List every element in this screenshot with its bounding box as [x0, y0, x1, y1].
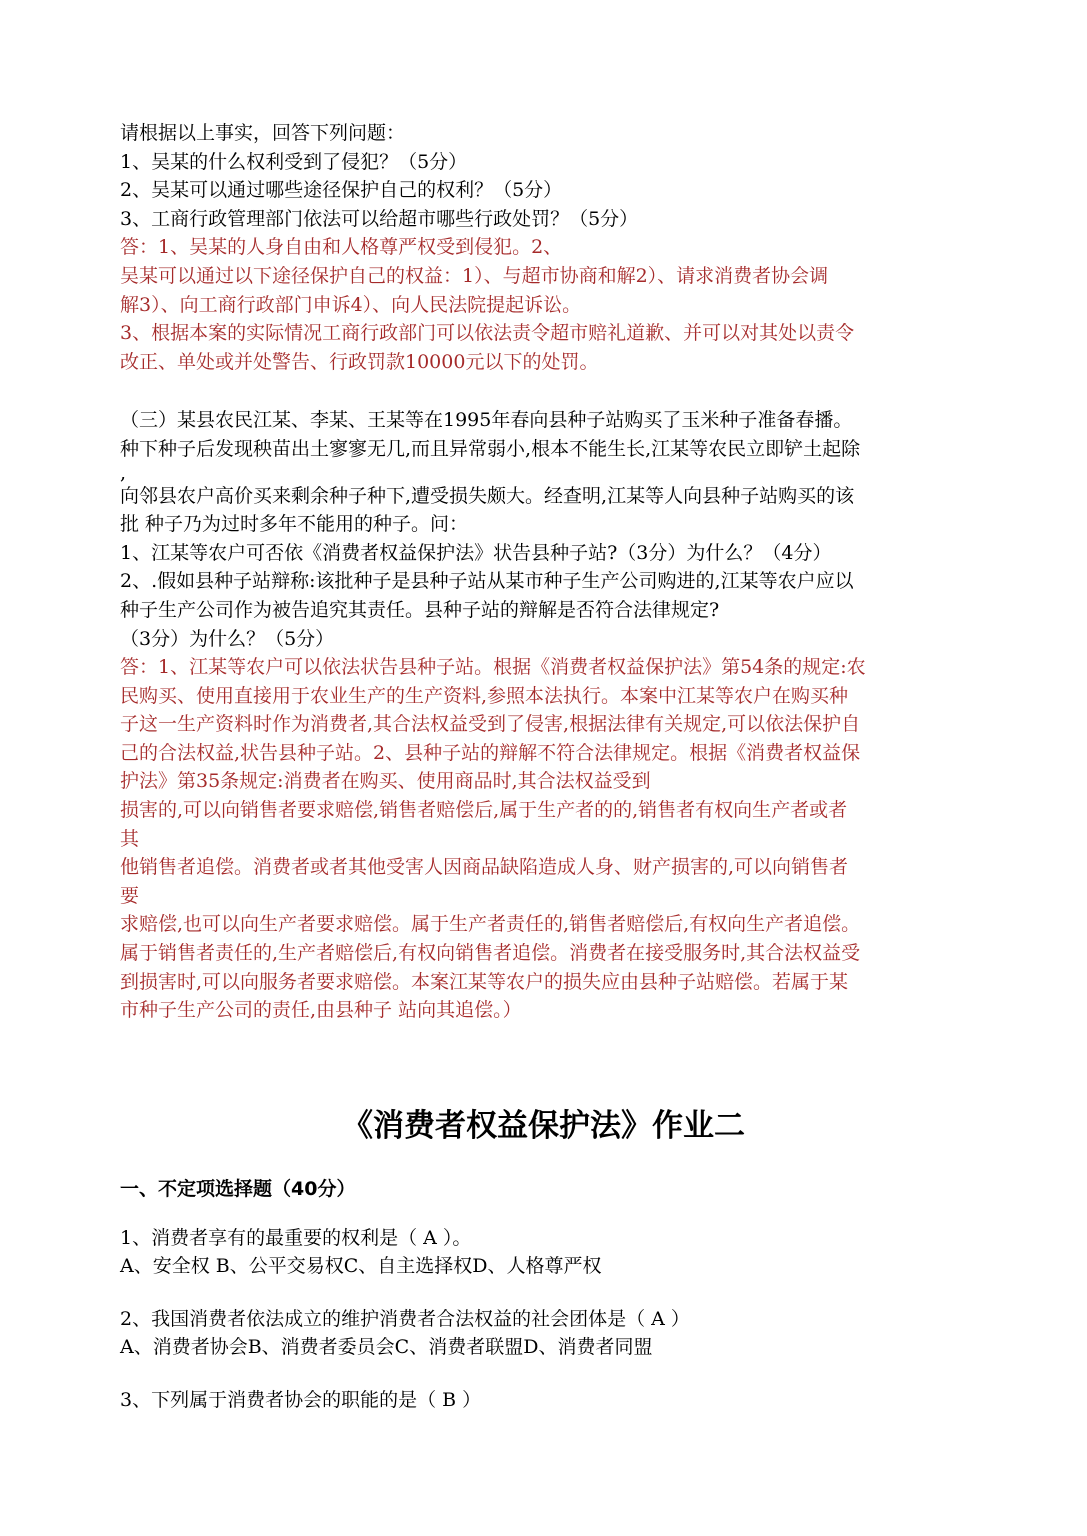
section-heading: 一、不定项选择题（40分） — [120, 1178, 356, 1200]
homework-questions — [120, 1175, 980, 1415]
answer-line: 吴某可以通过以下途径保护自己的权益：1）、与超市协商和解2）、请求消费者协会调 — [120, 264, 829, 287]
answer-line: 3、根据本案的实际情况工商行政部门可以依法责令超市赔礼道歉、并可以对其处以责令 — [120, 322, 855, 345]
answer-line: 市种子生产公司的责任,由县种子 站向其追偿。） — [120, 999, 522, 1022]
answer-line: 到损害时,可以向服务者要求赔偿。本案江某等农户的损失应由县种子站赔偿。若属于某 — [120, 970, 849, 993]
question-stem: 1、消费者享有的最重要的权利是（ A ）。 — [120, 1226, 472, 1249]
case-content — [120, 119, 980, 1025]
case-line: 批 种子乃为过时多年不能用的种子。问： — [120, 513, 469, 536]
answer-line: 答：1、吴某的人身自由和人格尊严权受到侵犯。2、 — [120, 236, 563, 259]
case-line: 向邻县农户高价买来剩余种子种下,遭受损失颇大。经查明,江某等人向县种子站购买的该 — [120, 484, 855, 507]
case-line: 种下种子后发现秧苗出土寥寥无几,而且异常弱小,根本不能生长,江某等农民立即铲土起除 — [120, 437, 861, 460]
answer-line: 要 — [120, 884, 140, 907]
answer-line: 其 — [120, 827, 140, 850]
intro-line: 请根据以上事实，回答下列问题： — [120, 122, 406, 144]
answer-line: 护法》第35条规定:消费者在购买、使用商品时,其合法权益受到 — [120, 770, 651, 793]
answer-line: 子这一生产资料时作为消费者,其合法权益受到了侵害,根据法律有关规定,可以依法保护自 — [120, 713, 861, 736]
question-stem: 2、我国消费者依法成立的维护消费者合法权益的社会团体是（ A ） — [120, 1307, 690, 1330]
question-options: A、安全权 B、公平交易权C、自主选择权D、人格尊严权 — [120, 1255, 602, 1278]
question-line: 3、工商行政管理部门依法可以给超市哪些行政处罚？（5分） — [120, 207, 639, 230]
paragraph-gap — [120, 376, 980, 406]
answer-line: 解3）、向工商行政部门申诉4）、向人民法院提起诉讼。 — [120, 293, 582, 316]
answer-line: 答：1、江某等农户可以依法状告县种子站。根据《消费者权益保护法》第54条的规定:农 — [120, 656, 866, 679]
question-options: A、消费者协会B、消费者委员会C、消费者联盟D、消费者同盟 — [120, 1336, 653, 1359]
answer-line: 民购买、使用直接用于农业生产的生产资料,参照本法执行。本案中江某等农户在购买种 — [120, 684, 849, 707]
answer-line: 求赔偿,也可以向生产者要求赔偿。属于生产者责任的,销售者赔偿后,有权向生产者追偿。 — [120, 913, 861, 936]
answer-line: 己的合法权益,状告县种子站。2、县种子站的辩解不符合法律规定。根据《消费者权益保 — [120, 741, 861, 764]
answer-line: 属于销售者责任的,生产者赔偿后,有权向销售者追偿。消费者在接受服务时,其合法权益受 — [120, 942, 861, 965]
case-line: , — [120, 461, 127, 484]
answer-line: 损害的,可以向销售者要求赔偿,销售者赔偿后,属于生产者的的,销售者有权向生产者或者 — [120, 799, 848, 822]
case-line: 1、江某等农户可否依《消费者权益保护法》状告县种子站?（3分）为什么？（4分） — [120, 541, 832, 564]
answer-line: 他销售者追偿。消费者或者其他受害人因商品缺陷造成人身、财产损害的,可以向销售者 — [120, 856, 849, 879]
question-line: 2、吴某可以通过哪些途径保护自己的权利？（5分） — [120, 179, 563, 202]
question-stem: 3、下列属于消费者协会的职能的是（ B ） — [120, 1388, 482, 1411]
case-line: 种子生产公司作为被告追究其责任。县种子站的辩解是否符合法律规定? — [120, 598, 720, 621]
homework-title: 《消费者权益保护法》作业二 — [342, 1108, 745, 1144]
case-line: （三）某县农民江某、李某、王某等在1995年春向县种子站购买了玉米种子准备春播。 — [120, 409, 853, 432]
case-line: （3分）为什么？（5分） — [120, 627, 335, 650]
question-line: 1、吴某的什么权利受到了侵犯？（5分） — [120, 150, 468, 173]
case-line: 2、.假如县种子站辩称:该批种子是县种子站从某市种子生产公司购进的,江某等农户应以 — [120, 570, 854, 593]
answer-line: 改正、单处或并处警告、行政罚款10000元以下的处罚。 — [120, 350, 599, 373]
